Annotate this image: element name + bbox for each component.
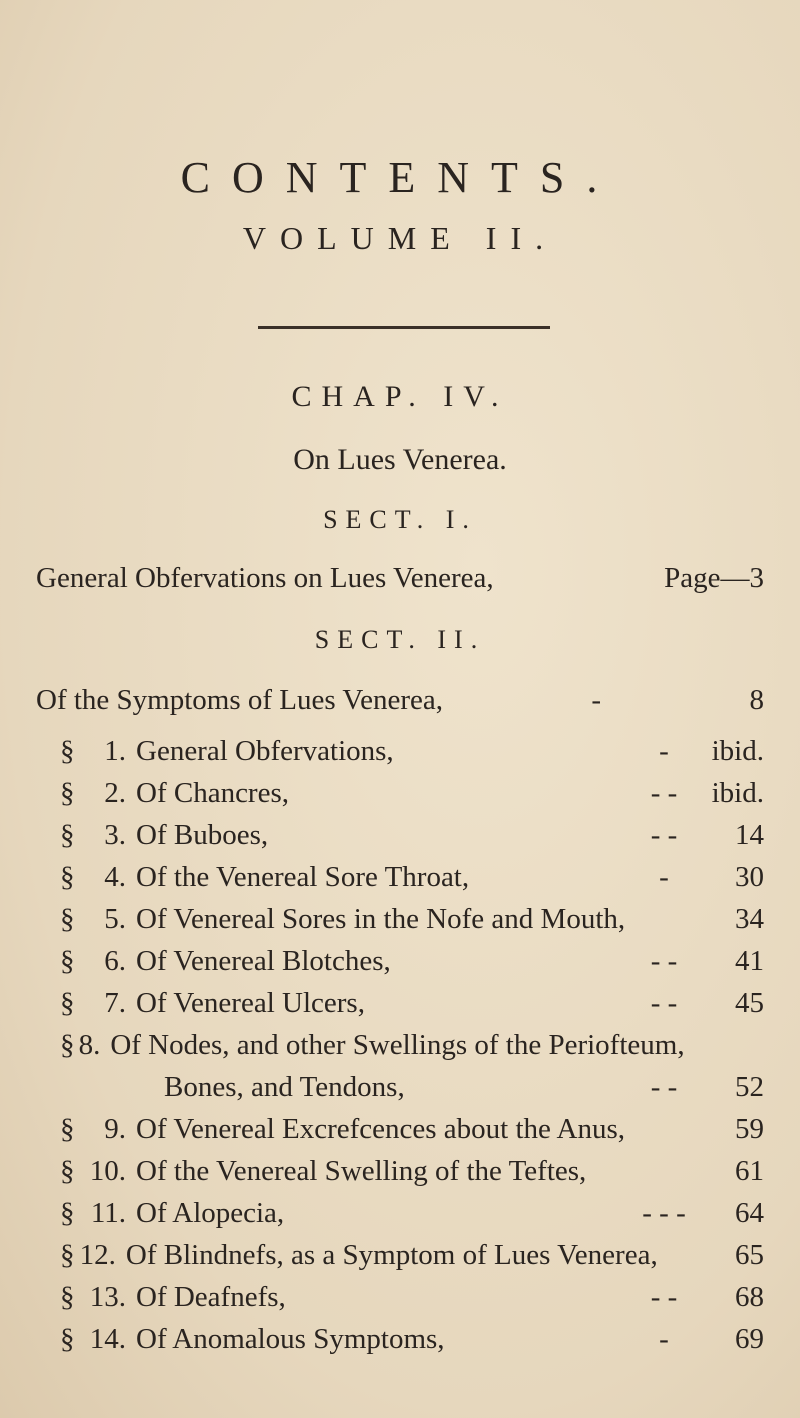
entry-text: Of Venereal Excrefcences about the Anus, — [136, 1113, 626, 1145]
entry-text: Of Venereal Ulcers, — [136, 987, 365, 1019]
entry-page: ibid. — [711, 735, 764, 767]
volume-heading: VOLUME II. — [242, 220, 558, 256]
toc-row — [60, 982, 764, 1024]
entry-number: 5. — [104, 903, 126, 935]
entry-number: 8. — [78, 1029, 101, 1061]
entry-dash: - - — [650, 987, 678, 1019]
section-mark: § — [60, 819, 75, 851]
section-mark: § — [60, 861, 75, 893]
section-1-entry — [36, 562, 764, 595]
entry-text: Of Blindnefs, as a Symptom of Lues Venerea, — [125, 1239, 658, 1271]
section-2-entry-text: Of the Symptoms of Lues Venerea, — [36, 684, 443, 716]
section-1-heading: SECT. I. — [323, 505, 477, 534]
toc-row — [60, 772, 764, 814]
entry-page: 59 — [735, 1113, 764, 1145]
entry-number: 3. — [104, 819, 126, 851]
entry-number: 10. — [89, 1155, 126, 1187]
section-1-entry-text: General Obfervations on Lues Venerea, — [36, 562, 494, 594]
toc-row — [60, 814, 764, 856]
entry-text: Of Deafnefs, — [136, 1281, 286, 1313]
entry-page: ibid. — [711, 777, 764, 809]
entry-text: Of the Venereal Sore Throat, — [136, 861, 470, 893]
section-mark: § — [60, 945, 75, 977]
entry-text: General Obfervations, — [136, 735, 394, 767]
entry-page: 14 — [735, 819, 764, 851]
toc-row — [60, 1276, 764, 1318]
toc-row — [60, 1108, 764, 1150]
entry-number: 1. — [104, 735, 126, 767]
toc-row — [60, 1234, 764, 1276]
entry-number: 11. — [90, 1197, 126, 1229]
toc-row — [60, 898, 764, 940]
toc-row — [60, 1150, 764, 1192]
entry-page: 64 — [735, 1197, 764, 1229]
entry-text: Of Alopecia, — [136, 1197, 285, 1229]
chapter-subtitle: On Lues Venerea. — [293, 443, 507, 476]
section-2-entry — [36, 684, 764, 717]
entry-text: Bones, and Tendons, — [164, 1071, 405, 1103]
toc-row — [60, 1024, 764, 1066]
entry-dash: - — [659, 1323, 669, 1355]
entry-number: 4. — [104, 861, 126, 893]
entry-number: 9. — [104, 1113, 126, 1145]
divider-rule — [258, 326, 550, 329]
entry-number: 6. — [104, 945, 126, 977]
contents-title: CONTENTS. — [180, 153, 620, 202]
entry-dash: - - — [650, 777, 678, 809]
section-mark: § — [60, 777, 75, 809]
section-2-heading: SECT. II. — [314, 625, 486, 654]
section-mark: § — [60, 735, 75, 767]
entry-page: 45 — [735, 987, 764, 1019]
entry-page: 30 — [735, 861, 764, 893]
entry-number: 13. — [89, 1281, 126, 1313]
section-mark: § — [60, 987, 75, 1019]
toc-row — [60, 856, 764, 898]
entry-page: 52 — [735, 1071, 764, 1103]
section-1-entry-page: Page—3 — [664, 562, 764, 594]
section-mark: § — [60, 1113, 75, 1145]
entry-dash: - — [659, 861, 669, 893]
toc-row — [60, 730, 764, 772]
section-mark: § — [60, 1197, 75, 1229]
entry-number: 14. — [89, 1323, 126, 1355]
entry-text: Of the Venereal Swelling of the Teftes, — [136, 1155, 587, 1187]
entry-page: 65 — [735, 1239, 764, 1271]
section-mark: § — [60, 1155, 75, 1187]
toc-row — [60, 940, 764, 982]
entry-text: Of Buboes, — [136, 819, 269, 851]
section-mark: § — [60, 1281, 75, 1313]
section-mark: § — [60, 1323, 75, 1355]
entry-dash: - - — [650, 1281, 678, 1313]
toc-row — [60, 1192, 764, 1234]
toc-row — [60, 1318, 764, 1360]
section-mark: § — [60, 1239, 75, 1271]
entry-text: Of Chancres, — [136, 777, 290, 809]
entry-text: Of Nodes, and other Swellings of the Periofteum, — [110, 1029, 685, 1061]
entry-text: Of Anomalous Symptoms, — [136, 1323, 445, 1355]
entry-page: 68 — [735, 1281, 764, 1313]
toc-list — [60, 730, 764, 1360]
entry-page: 69 — [735, 1323, 764, 1355]
entry-number: 2. — [104, 777, 126, 809]
section-mark: § — [60, 1029, 75, 1061]
entry-page: 34 — [735, 903, 764, 935]
toc-row — [60, 1066, 764, 1108]
entry-number: 12. — [79, 1239, 116, 1271]
chapter-heading: CHAP. IV. — [291, 380, 509, 413]
entry-dash: - — [659, 735, 669, 767]
entry-text: Of Venereal Sores in the Nofe and Mouth, — [136, 903, 626, 935]
entry-dash: - - — [650, 1071, 678, 1103]
entry-dash: - - - — [642, 1197, 686, 1229]
entry-number: 7. — [104, 987, 126, 1019]
entry-page: 61 — [735, 1155, 764, 1187]
entry-page: 41 — [735, 945, 764, 977]
section-2-entry-page: 8 — [749, 684, 764, 716]
entry-text: Of Venereal Blotches, — [136, 945, 391, 977]
section-2-entry-dash: - — [591, 684, 602, 716]
entry-dash: - - — [650, 819, 678, 851]
section-mark: § — [60, 903, 75, 935]
entry-dash: - - — [650, 945, 678, 977]
